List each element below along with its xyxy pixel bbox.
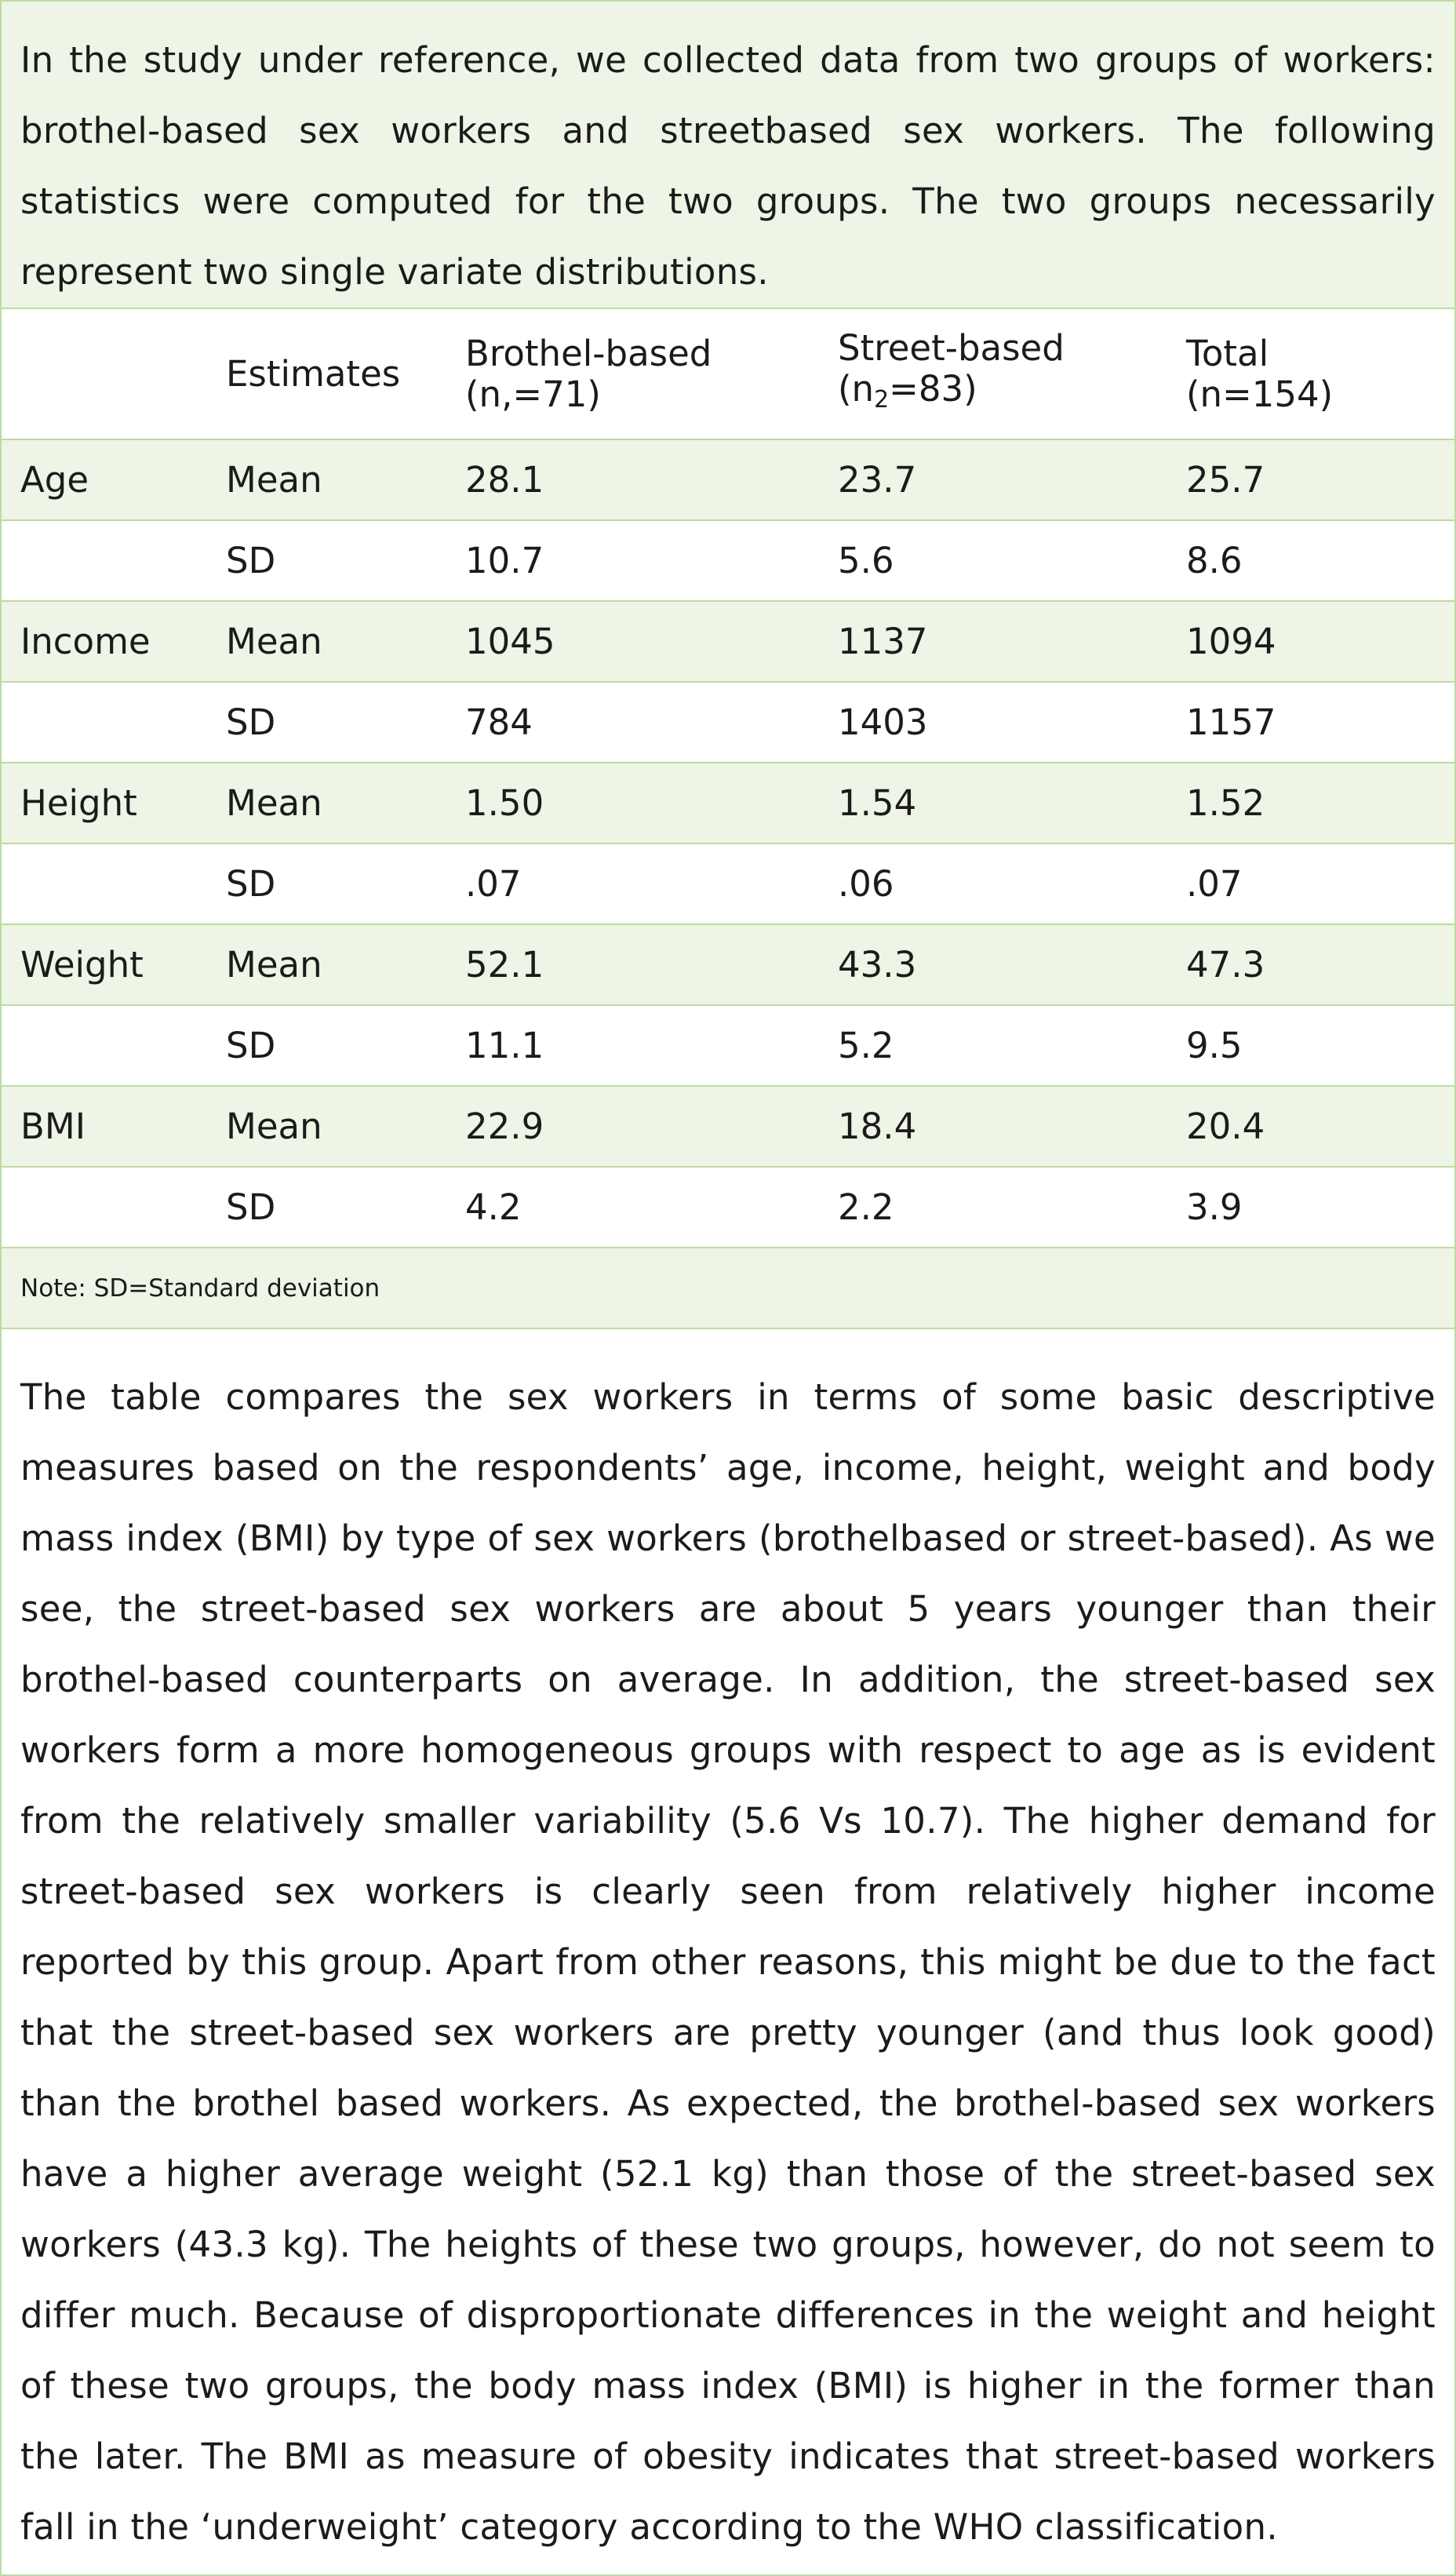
table-row-height-sd — [2, 843, 1454, 924]
cell-street: 5.6 — [838, 540, 894, 581]
header-street-n — [838, 367, 977, 414]
cell-estimate: SD — [226, 701, 276, 743]
cell-variable: Age — [20, 459, 89, 501]
header-estimates: Estimates — [226, 352, 401, 395]
cell-estimate: Mean — [226, 621, 322, 662]
cell-variable: Weight — [20, 944, 144, 986]
cell-variable — [2, 682, 207, 763]
cell-total: 1.52 — [1186, 782, 1265, 824]
header-total-label: Total — [1186, 332, 1269, 374]
cell-estimate: SD — [226, 540, 276, 581]
cell-variable — [2, 1005, 207, 1086]
cell-variable: Income — [20, 621, 151, 662]
table-row-bmi-mean — [2, 1086, 1454, 1167]
cell-brothel: 4.2 — [465, 1186, 522, 1228]
header-street-based — [819, 309, 1167, 439]
cell-estimate: Mean — [226, 782, 322, 824]
cell-estimate: SD — [226, 863, 276, 905]
header-street-n-suffix: =83) — [889, 367, 977, 410]
cell-street: 23.7 — [838, 459, 917, 501]
cell-street: 43.3 — [838, 944, 917, 986]
cell-total: 25.7 — [1186, 459, 1265, 501]
cell-brothel: 22.9 — [465, 1106, 544, 1147]
cell-street: 1403 — [838, 701, 928, 743]
cell-estimate: Mean — [226, 459, 322, 501]
intro-paragraph: In the study under reference, we collected data from two groups of workers: brothel-based sex workers and streetbased sex workers. The following statistics were computed for the two groups. The two groups necessarily represent two single variate distributions. — [2, 2, 1454, 309]
cell-variable — [2, 1167, 207, 1248]
table-row-income-sd — [2, 682, 1454, 763]
table-row-age-mean — [2, 439, 1454, 520]
header-street-label: Street-based — [838, 326, 1065, 369]
cell-total: 9.5 — [1186, 1025, 1243, 1066]
cell-brothel: 52.1 — [465, 944, 544, 986]
table-row-income-mean — [2, 601, 1454, 682]
cell-estimate: SD — [226, 1025, 276, 1066]
cell-variable — [2, 520, 207, 601]
table-row-bmi-sd — [2, 1167, 1454, 1248]
header-street-n-subscript: 2 — [874, 385, 890, 414]
cell-street: 1.54 — [838, 782, 917, 824]
header-total-n: (n=154) — [1186, 373, 1334, 415]
table-row-age-sd — [2, 520, 1454, 601]
cell-variable — [2, 843, 207, 924]
cell-total: .07 — [1186, 863, 1243, 905]
header-variable — [2, 309, 207, 439]
cell-brothel: 10.7 — [465, 540, 544, 581]
cell-brothel: 1045 — [465, 621, 555, 662]
cell-street: 2.2 — [838, 1186, 894, 1228]
cell-brothel: 11.1 — [465, 1025, 544, 1066]
cell-total: 47.3 — [1186, 944, 1265, 986]
table-header-row — [2, 309, 1454, 439]
cell-total: 1094 — [1186, 621, 1276, 662]
header-street-n-prefix: (n — [838, 367, 875, 410]
cell-total: 3.9 — [1186, 1186, 1243, 1228]
cell-brothel: 28.1 — [465, 459, 544, 501]
cell-variable: BMI — [20, 1106, 86, 1147]
cell-total: 1157 — [1186, 701, 1276, 743]
cell-brothel: .07 — [465, 863, 522, 905]
discussion-paragraph: The table compares the sex workers in terms of some basic descriptive measures based on the respondents’ age, income, height, weight and body mass index (BMI) by type of sex workers (brothelbased or street-based). As we see, the street-based sex workers are about 5 years younger than their brothel-based counterparts on average. In addition, the street-based sex workers form a more homogeneous groups with respect to age as is evident from the relatively smaller variability (5.6 Vs 10.7). The higher demand for street-based sex workers is clearly seen from relatively higher income reported by this group. Apart from other reasons, this might be due to the fact that the street-based sex workers are pretty younger (and thus look good) than the brothel based workers. As expected, the brothel-based sex workers have a higher average weight (52.1 kg) than those of the street-based sex workers (43.3 kg). The heights of these two groups, however, do not seem to differ much. Because of disproportionate differences in the weight and height of these two groups, the body mass index (BMI) is higher in the former than the later. The BMI as measure of obesity indicates that street-based workers fall in the ‘underweight’ category according to the WHO classification. — [2, 1345, 1454, 2563]
cell-total: 8.6 — [1186, 540, 1243, 581]
cell-brothel: 784 — [465, 701, 533, 743]
header-brothel-n: (n,=71) — [465, 373, 601, 415]
cell-estimate: SD — [226, 1186, 276, 1228]
cell-total: 20.4 — [1186, 1106, 1265, 1147]
table-note: Note: SD=Standard deviation — [20, 1273, 380, 1303]
table-row-weight-sd — [2, 1005, 1454, 1086]
header-total — [1167, 309, 1454, 439]
header-brothel-based — [446, 309, 819, 439]
header-brothel-label: Brothel-based — [465, 332, 712, 374]
table-note-row — [2, 1248, 1454, 1328]
cell-brothel: 1.50 — [465, 782, 544, 824]
cell-street: 18.4 — [838, 1106, 917, 1147]
cell-street: .06 — [838, 863, 894, 905]
statistics-table — [2, 309, 1454, 1329]
cell-estimate: Mean — [226, 944, 322, 986]
table-row-weight-mean — [2, 924, 1454, 1005]
table-row-height-mean — [2, 763, 1454, 843]
cell-street: 1137 — [838, 621, 928, 662]
cell-estimate: Mean — [226, 1106, 322, 1147]
cell-variable: Height — [20, 782, 137, 824]
cell-street: 5.2 — [838, 1025, 894, 1066]
